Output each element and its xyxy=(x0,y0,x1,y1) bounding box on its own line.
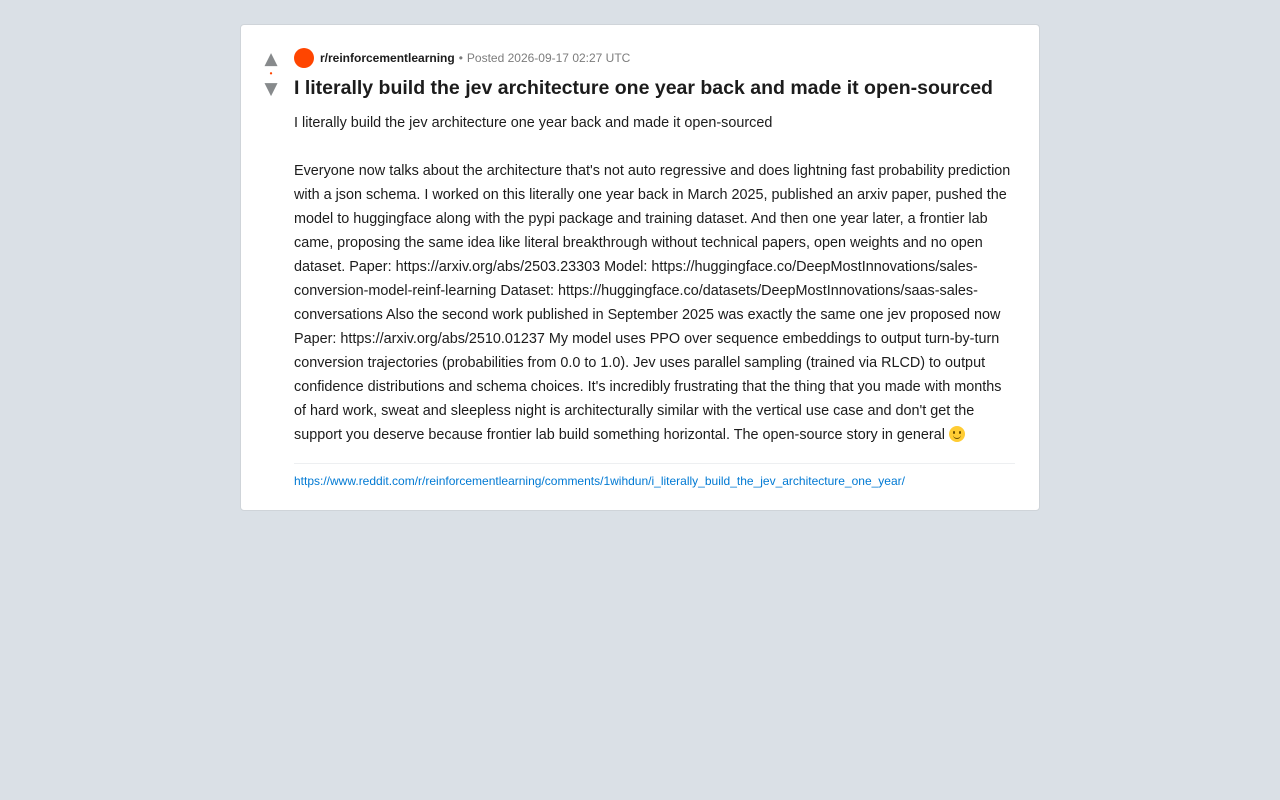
subreddit-link[interactable]: r/reinforcementlearning xyxy=(320,51,455,65)
slightly-smiling-face-emoji-icon xyxy=(949,426,965,442)
post-title[interactable]: I literally build the jev architecture one year back and made it open-sourced xyxy=(294,77,993,99)
post-body xyxy=(294,111,1015,447)
vote-column xyxy=(253,47,289,488)
post-body-text: I literally build the jev architecture one year back and made it open-sourced Everyone now talks about the architecture that's not auto regressive and does lightning fast probability prediction with a json schema. I worked on this literally one year back in March 2025, published an arxiv paper, pushed the model to huggingface along with the pypi package and training dataset. And then one year later, a frontier lab came, proposing the same idea like literal breakthrough without technical papers, open weights and no open dataset. Paper: https://arxiv.org/abs/2503.23303 Model: https://huggingface.co/DeepMostInnovations/sales-conversion-model-reinf-learning Dataset: https://huggingface.co/datasets/DeepMostInnovations/saas-sales-conversations Also the second work published in September 2025 was exactly the same one jev proposed now Paper: https://arxiv.org/abs/2510.01237 My model uses PPO over sequence embeddings to output turn-by-turn conversion trajectories (probabilities from 0.0 to 1.0). Jev uses parallel sampling (trained via RLCD) to output confidence distributions and schema choices. It's incredibly frustrating that the thing that you made with months of hard work, sweat and sleepless night is architecturally similar with the vertical use case and don't get the support you deserve because frontier lab build something horizontal. The open-source story in general xyxy=(294,115,1011,443)
downvote-arrow-icon[interactable]: ▼ xyxy=(264,79,278,99)
post-meta xyxy=(294,47,1015,69)
subreddit-avatar-icon[interactable] xyxy=(294,48,314,68)
divider xyxy=(294,463,1015,464)
upvote-arrow-icon[interactable]: ▲ xyxy=(264,49,278,69)
vote-score: • xyxy=(269,69,273,78)
meta-separator: • xyxy=(458,51,463,65)
post-card xyxy=(240,24,1040,511)
post-content xyxy=(289,47,1015,488)
permalink-link[interactable]: https://www.reddit.com/r/reinforcementlearning/comments/1wihdun/i_literally_build_the_jev_architecture_one_year/ xyxy=(294,474,905,488)
post-timestamp: Posted 2026-09-17 02:27 UTC xyxy=(466,51,631,65)
